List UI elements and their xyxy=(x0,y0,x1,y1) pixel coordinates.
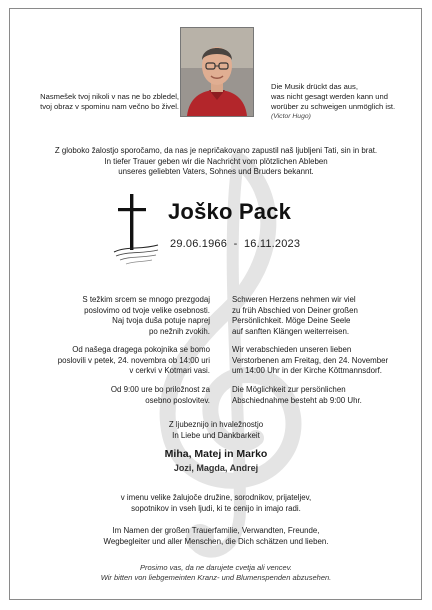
text-line: Prosimo vas, da ne darujete cvetja ali vencev. xyxy=(139,563,293,572)
quote-german xyxy=(271,82,416,122)
text-line: Wir verabschieden unseren lieben xyxy=(232,345,352,354)
text-line: Naj tvoja duša potuje naprej xyxy=(112,316,210,326)
portrait-photo xyxy=(180,27,254,117)
text-line: zu früh Abschied von Deiner großen xyxy=(232,305,358,315)
text-line: auf sanften Klängen weiterreisen. xyxy=(232,326,350,336)
text-line: Wegbegleiter und aller Menschen, die Dich schätzen und lieben. xyxy=(103,536,329,546)
footer-note xyxy=(20,563,412,583)
text-line: um 14:00 Uhr in der Kirche Köttmannsdorf. xyxy=(232,366,382,376)
family-names: Miha, Matej in Marko xyxy=(164,448,268,460)
text-line: v cerkvi v Kotmari vasi. xyxy=(129,366,210,376)
text-line: Persönlichkeit. Möge Deine Seele xyxy=(232,316,351,326)
paragraph-german-3 xyxy=(232,385,407,406)
text-line: poslovimo od tvoje velike osebnosti. xyxy=(84,305,210,315)
text-line: S težkim srcem se mnogo prezgodaj xyxy=(82,295,210,304)
text-line: osebno poslovitev. xyxy=(145,395,210,405)
text-line: Im Namen der großen Trauerfamilie, Verwandten, Freunde, xyxy=(112,526,320,535)
text-line: Z ljubeznijo in hvaležnostjo xyxy=(168,420,264,429)
quote-author: (Victor Hugo) xyxy=(271,113,311,120)
paragraph-slovene-1 xyxy=(40,295,210,337)
quote-line: worüber zu schweigen unmöglich ist. xyxy=(271,102,396,111)
text-line: In Liebe und Dankbarkeit xyxy=(172,430,260,440)
thanks-slovene xyxy=(20,493,412,514)
text-line: v imenu velike žalujoče družine, sorodnikov, prijateljev, xyxy=(120,493,312,502)
announcement xyxy=(20,146,412,178)
text-line: Wir bitten von liebgemeinten Kranz- und Blumenspenden abzusehen. xyxy=(100,573,332,582)
family-names-secondary: Jozi, Magda, Andrej xyxy=(173,463,259,473)
cross-icon xyxy=(112,190,160,270)
text-line: Die Möglichkeit zur persönlichen xyxy=(232,385,346,394)
life-dates: 29.06.1966 - 16.11.2023 xyxy=(170,238,301,250)
text-line: Od 9:00 ure bo priložnost za xyxy=(110,385,210,394)
text-line: po nežnih zvokih. xyxy=(149,326,210,336)
paragraph-slovene-2 xyxy=(40,345,210,377)
paragraph-slovene-3 xyxy=(40,385,210,406)
quote-line: was nicht gesagt werden kann und xyxy=(271,92,388,101)
announcement-line: In tiefer Trauer geben wir die Nachricht vom plötzlichen Ableben xyxy=(104,156,328,166)
text-line: Verstorbenen am Freitag, den 24. November xyxy=(232,355,389,365)
paragraph-german-2 xyxy=(232,345,407,377)
quote-line: Die Musik drückt das aus, xyxy=(271,82,358,91)
text-line: sopotnikov in vseh ljudi, ki te cenijo in imajo radi. xyxy=(131,503,301,513)
thanks-german xyxy=(20,526,412,547)
closing-phrase xyxy=(20,420,412,441)
text-line: Abschiednahme besteht ab 9:00 Uhr. xyxy=(232,395,362,405)
deceased-name: Joško Pack xyxy=(168,199,292,224)
text-line: Schweren Herzens nehmen wir viel xyxy=(232,295,356,304)
quote-slovene xyxy=(24,92,179,112)
announcement-line: Z globoko žalostjo sporočamo, da nas je nepričakovano zapustil naš ljubljeni Tati, sin in brat. xyxy=(54,146,378,155)
paragraph-german-1 xyxy=(232,295,407,337)
announcement-line: unseres geliebten Vaters, Sohnes und Bruders bekannt. xyxy=(118,167,314,177)
quote-line: tvoj obraz v spominu nam večno bo živel. xyxy=(40,102,179,111)
text-line: Od našega dragega pokojnika se bomo xyxy=(72,345,210,354)
quote-line: Nasmešek tvoj nikoli v nas ne bo zbledel, xyxy=(40,92,179,101)
text-line: poslovili v petek, 24. novembra ob 14:00 uri xyxy=(57,355,210,365)
